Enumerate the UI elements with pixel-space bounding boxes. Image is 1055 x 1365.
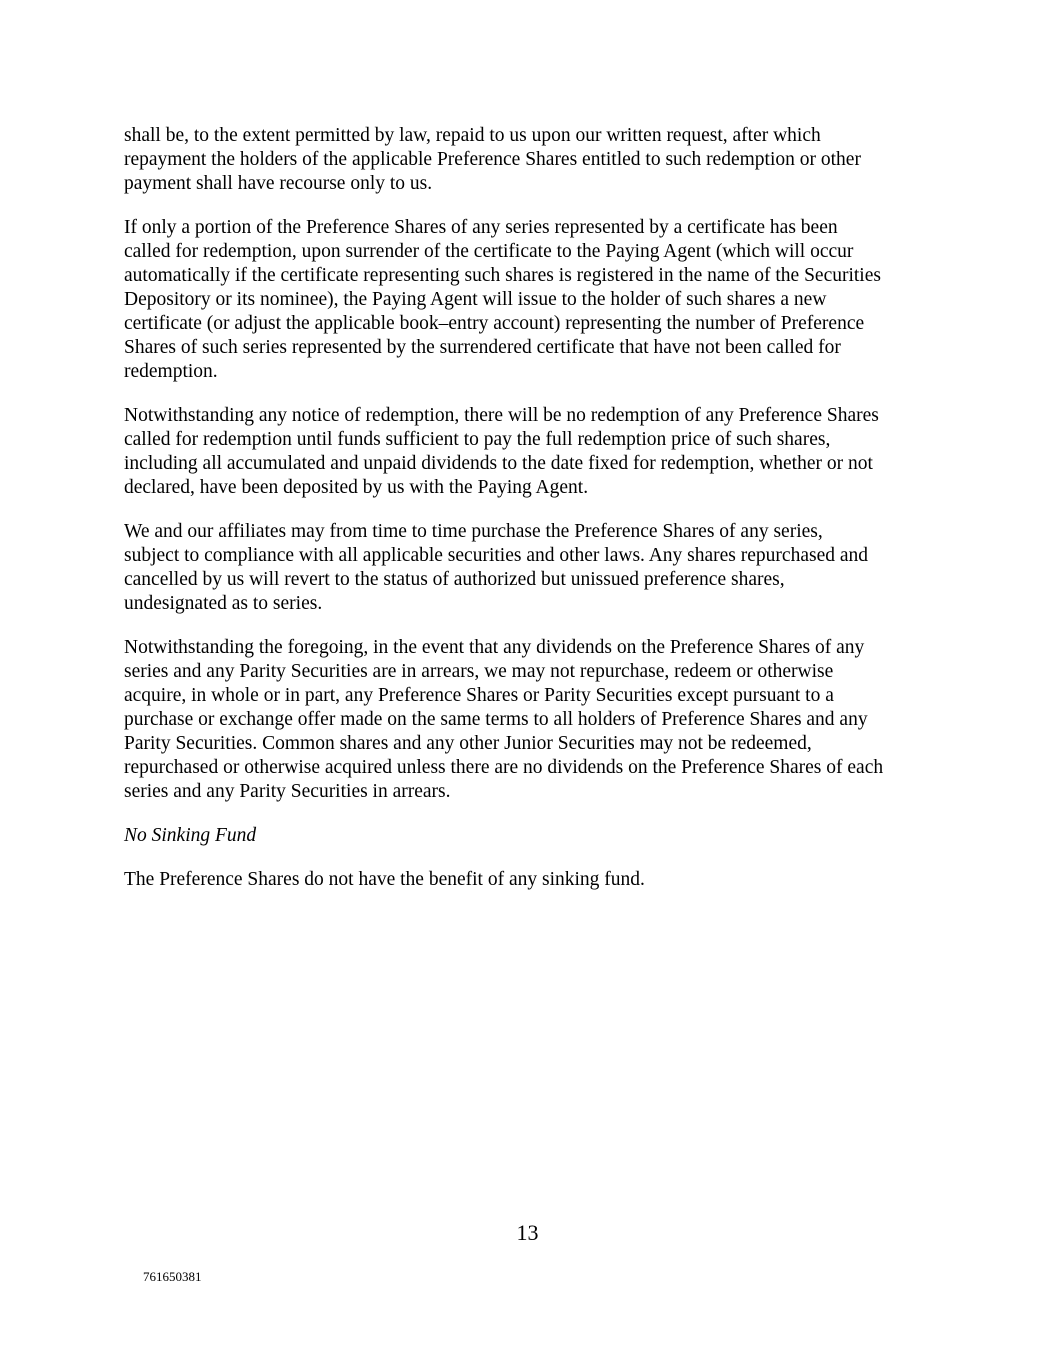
document-body (124, 124, 934, 912)
page-number: 13 (516, 1220, 539, 1245)
paragraph-sinking-fund: The Preference Shares do not have the benefit of any sinking fund. (124, 869, 645, 890)
paragraph-redemption-funds: Notwithstanding any notice of redemption, there will be no redemption of any Preference Shares called for redemption until funds sufficient to pay the full redemption price of such shares, including all accumulated and unpaid dividends to the date fixed for redemption, whether or not declared, have been deposited by us with the Paying Agent. (124, 405, 879, 498)
document-id: 761650381 (143, 1269, 202, 1284)
paragraph-arrears-restrictions: Notwithstanding the foregoing, in the event that any dividends on the Preference Shares of any series and any Parity Securities are in arrears, we may not repurchase, redeem or otherwise acquire, in whole or in part, any Preference Shares or Parity Securities except pursuant to a purchase or exchange offer made on the same terms to all holders of Preference Shares and any Parity Securities. Common shares and any other Junior Securities may not be redeemed, repurchased or otherwise acquired unless there are no dividends on the Preference Shares of each series and any Parity Securities in arrears. (124, 637, 884, 802)
section-heading-no-sinking-fund: No Sinking Fund (124, 825, 257, 846)
paragraph-redemption-repayment: shall be, to the extent permitted by law, repaid to us upon our written request, after which repayment the holders of the applicable Preference Shares entitled to such redemption or other payment shall have recourse only to us. (124, 125, 861, 194)
paragraph-partial-redemption: If only a portion of the Preference Shares of any series represented by a certificate has been called for redemption, upon surrender of the certificate to the Paying Agent (which will occur automatically if the certificate representing such shares is registered in the name of the Securities Depository or its nominee), the Paying Agent will issue to the holder of such shares a new certificate (or adjust the applicable book–entry account) representing the number of Preference Shares of such series represented by the surrendered certificate that have not been called for redemption. (124, 217, 881, 382)
paragraph-affiliate-purchases: We and our affiliates may from time to time purchase the Preference Shares of any series, subject to compliance with all applicable securities and other laws. Any shares repurchased and cancelled by us will revert to the status of authorized but unissued preference shares, undesignated as to series. (124, 521, 868, 614)
